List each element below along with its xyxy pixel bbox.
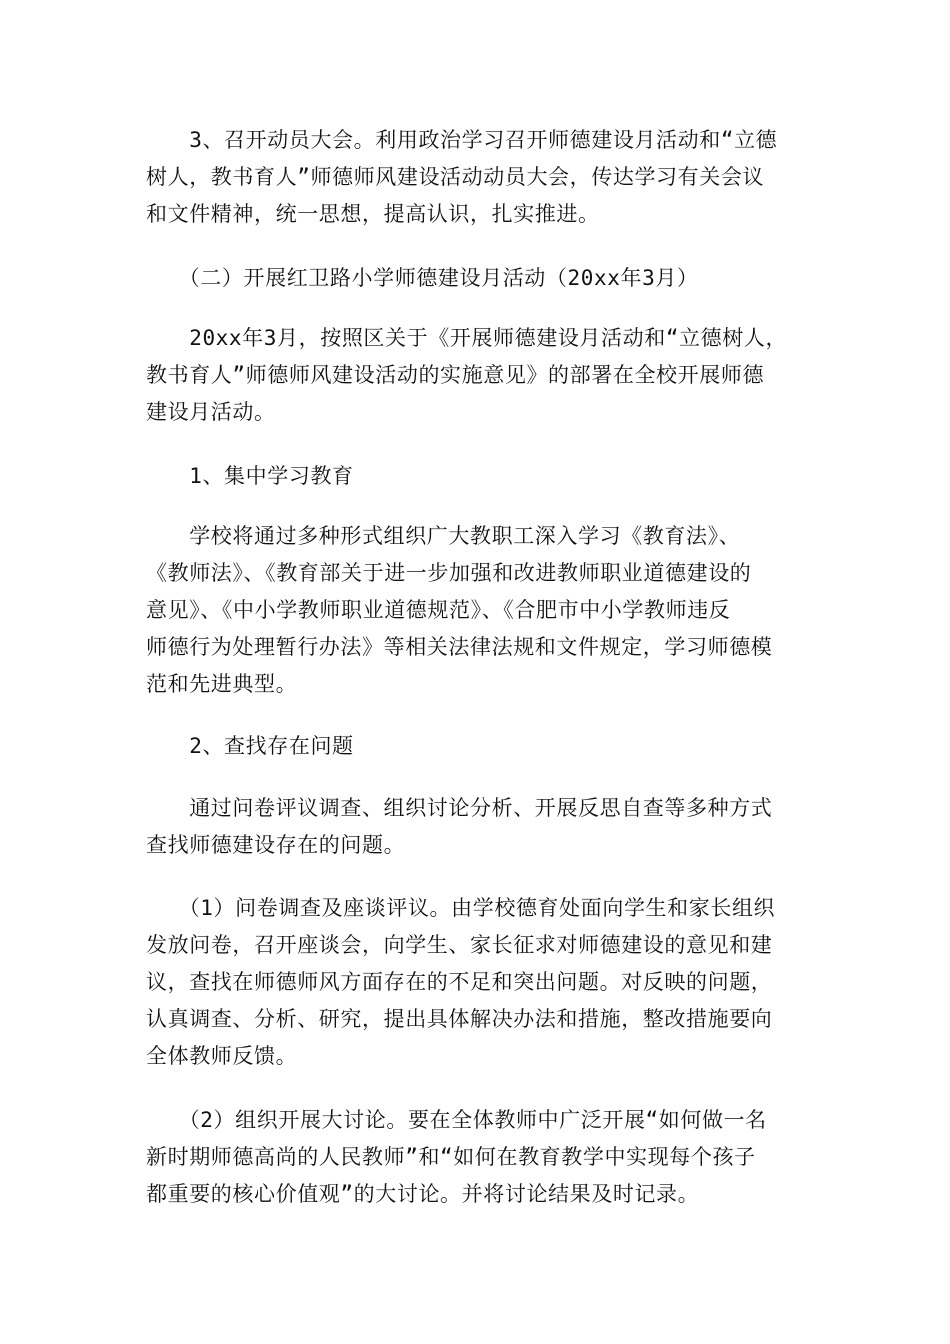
section-heading-ethics-month xyxy=(146,260,806,297)
subheading-study-education xyxy=(146,458,806,495)
text-line: 2、查找存在问题 xyxy=(146,734,354,758)
text-line: （1）问卷调查及座谈评议。由学校德育处面向学生和家长组织 xyxy=(146,896,776,920)
paragraph-find-problems xyxy=(146,790,806,864)
text-line: 新时期师德高尚的人民教师”和“如何在教育教学中实现每个孩子 xyxy=(146,1145,756,1169)
text-line: 认真调查、分析、研究，提出具体解决办法和措施，整改措施要向 xyxy=(146,1007,773,1031)
text-line: 教书育人”师德师风建设活动的实施意见》的部署在全校开展师德 xyxy=(146,363,765,387)
text-line: 1、集中学习教育 xyxy=(146,464,354,488)
text-line: 议，查找在师德师风方面存在的不足和突出问题。对反映的问题， xyxy=(146,970,773,994)
paragraph-survey-discussion xyxy=(146,890,806,1075)
text-line: 都重要的核心价值观”的大讨论。并将讨论结果及时记录。 xyxy=(146,1182,700,1206)
text-line: 和文件精神，统一思想，提高认识，扎实推进。 xyxy=(146,202,600,226)
text-line: 建设月活动。 xyxy=(146,400,276,424)
paragraph-group-discussion xyxy=(146,1102,806,1213)
text-line: （二）开展红卫路小学师德建设月活动（20xx年3月） xyxy=(146,266,699,290)
text-line: 《教师法》、《教育部关于进一步加强和改进教师职业道德建设的 xyxy=(146,561,752,585)
text-line: 范和先进典型。 xyxy=(146,672,298,696)
text-line: 树人，教书育人”师德师风建设活动动员大会，传达学习有关会议 xyxy=(146,165,765,189)
paragraph-ethics-month-intro xyxy=(146,320,806,431)
text-line: 意见》、《中小学教师职业道德规范》、《合肥市中小学教师违反 xyxy=(146,598,731,622)
paragraph-study-education xyxy=(146,518,806,703)
text-line: （2）组织开展大讨论。要在全体教师中广泛开展“如何做一名 xyxy=(146,1108,767,1132)
text-line: 师德行为处理暂行办法》等相关法律法规和文件规定，学习师德模 xyxy=(146,635,773,659)
text-line: 20xx年3月，按照区关于《开展师德建设月活动和“立德树人， xyxy=(146,326,788,350)
text-line: 3、召开动员大会。利用政治学习召开师德建设月活动和“立德 xyxy=(146,128,778,152)
text-line: 全体教师反馈。 xyxy=(146,1044,298,1068)
paragraph-mobilization-meeting xyxy=(146,122,806,233)
text-line: 发放问卷，召开座谈会，向学生、家长征求对师德建设的意见和建 xyxy=(146,933,773,957)
text-line: 通过问卷评议调查、组织讨论分析、开展反思自查等多种方式 xyxy=(146,796,773,820)
text-line: 学校将通过多种形式组织广大教职工深入学习《教育法》、 xyxy=(146,524,741,548)
text-line: 查找师德建设存在的问题。 xyxy=(146,833,406,857)
subheading-find-problems xyxy=(146,728,806,765)
